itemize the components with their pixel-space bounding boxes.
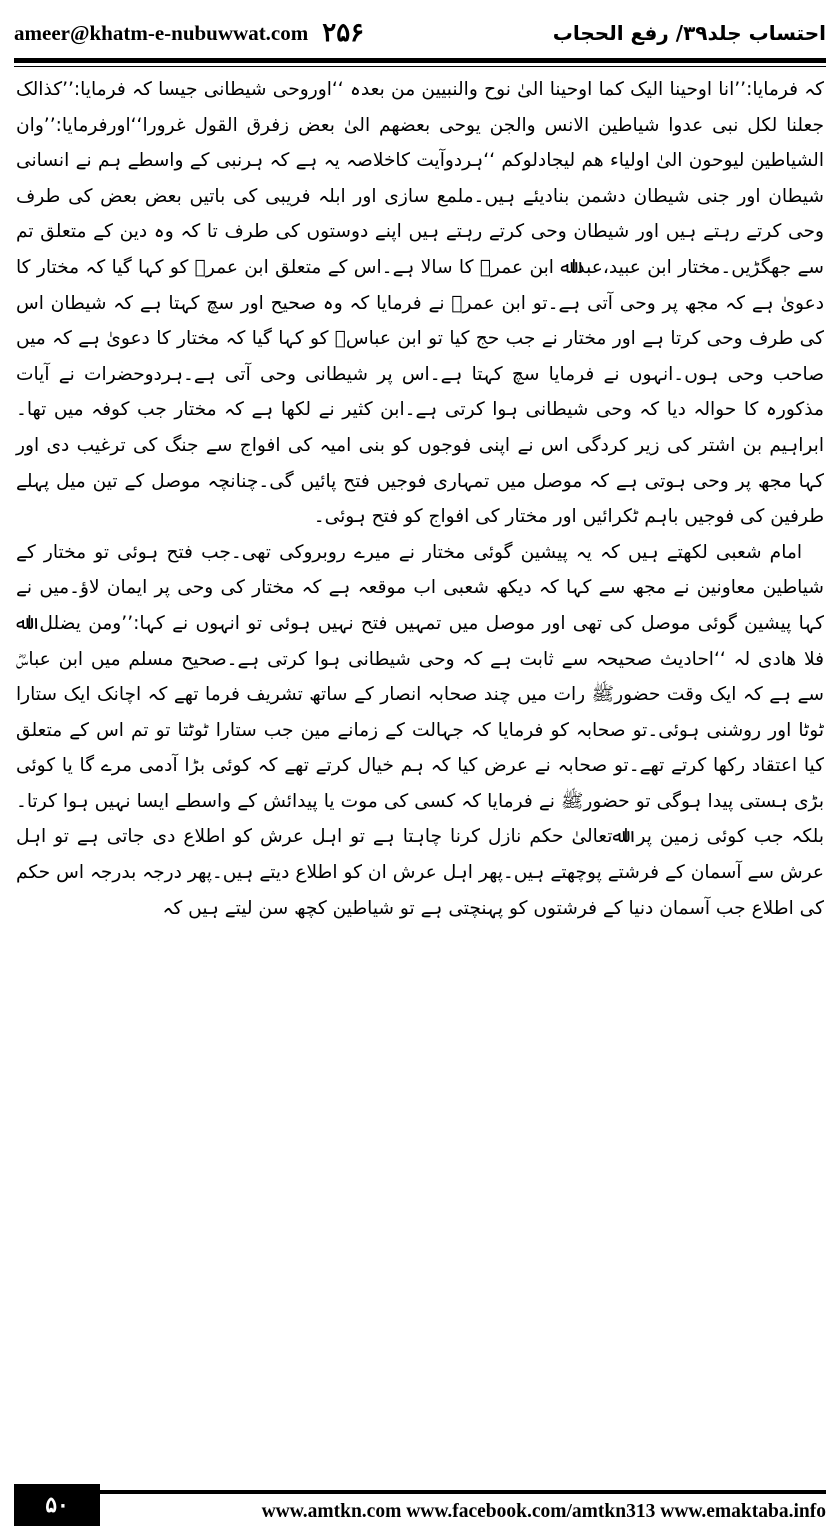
body-paragraph-2: امام شعبی لکھتے ہیں کہ یہ پیشین گوئی مختار نے میرے روبروکی تھی۔جب فتح ہوئی تو مختار کے شیاطین معاونین نے مجھ سے کہا کہ دیکھ شعبی اب موقعہ ہے کہ مختار کی وحی پر ایمان لاؤ۔میں نے کہا پیشین گوئی موصل کی تھی اور موصل میں تمہیں فتح نہیں ہوئی تو انہوں نے کہا:’’ومن یضلل اﷲ فلا ھادی لہ ‘‘احادیث صحیحہ سے ثابت ہے کہ وحی شیطانی ہوا کرتی ہے۔صحیح مسلم میں ابن عباسؓ سے ہے کہ ایک وقت حضورﷺ رات میں چند صحابہ انصار کے ساتھ تشریف فرما تھے کہ اچانک ایک ستارا ٹوٹا اور روشنی ہوئی۔تو صحابہ کو فرمایا کہ جہالت کے زمانے مین جب ستارا ٹوٹتا تو تم اس کے متعلق کیا اعتقاد رکھا کرتے تھے۔تو صحابہ نے عرض کیا کہ ہم خیال کرتے تھے کہ کوئی بڑا آدمی مرے گا یا کوئی بڑی ہستی پیدا ہوگی تو حضورﷺ نے فرمایا کہ کسی کی موت یا پیدائش کے واسطے ایسا نہیں ہوا کرتا۔بلکہ جب کوئی زمین پر اﷲتعالیٰ حکم نازل کرنا چاہتا ہے تو اہل عرش کو اطلاع دی جاتی ہے تو اہل عرش سے آسمان کے فرشتے پوچھتے ہیں۔پھر اہل عرش ان کو اطلاع دیتے ہیں۔پھر درجہ بدرجہ اس حکم کی اطلاع جب آسمان دنیا کے فرشتوں کو پہنچتی ہے تو شیاطین کچھ سن لیتے ہیں کہ	[16, 541, 824, 919]
footer-urls[interactable]: www.amtkn.com www.facebook.com/amtkn313 www.emaktaba.info	[261, 1501, 826, 1522]
footer-right-group	[100, 1484, 826, 1526]
page-footer	[14, 1484, 826, 1526]
header-rule-thick	[14, 58, 826, 63]
page-body	[16, 72, 824, 1470]
footer-rule	[100, 1490, 826, 1494]
body-paragraph-1: کہ فرمایا:’’انا اوحینا الیک کما اوحینا الیٰ نوح والنبیین من بعدہ ‘‘اوروحی شیطانی جیسا کہ فرمایا:’’کذالک جعلنا لکل نبی عدوا شیاطین الانس والجن یوحی بعضھم الیٰ بعض زفرق القول غرورا‘‘اورفرمایا:’’وان الشیاطین لیوحون الیٰ اولیاء ھم لیجادلوکم ‘‘ہردوآیت کاخلاصہ یہ ہے کہ ہرنبی کے واسطے ہم نے انسانی شیطان اور جنی شیطان دشمن بنادیئے ہیں۔ملمع سازی اور ابلہ فریبی کی باتیں بعض بعض کی طرف وحی کرتے رہتے ہیں اور شیطان وحی کرتے رہتے ہیں اپنے دوستوں کی طرف تا کہ وہ دین کے متعلق تم سے جھگڑیں۔مختار ابن عبید،عبداﷲ ابن عمرؓ کا سالا ہے۔اس کے متعلق ابن عمرؓ کو کہا گیا کہ مختار کا دعویٰ ہے کہ مجھ پر وحی آتی ہے۔تو ابن عمرؓ نے فرمایا کہ وہ صحیح اور سچ کہتا ہے کہ شیطان اس کی طرف وحی کرتا ہے اور مختار نے جب حج کیا تو ابن عباسؓ کو کہا گیا کہ مختار کا دعویٰ ہے کہ میں صاحب وحی ہوں۔انہوں نے فرمایا سچ کہتا ہے۔اس پر شیطانی وحی آتی ہے۔ہردوحضرات نے آیات مذکورہ کا حوالہ دیا کہ وحی شیطانی ہوا کرتی ہے۔ابن کثیر نے لکھا ہے کہ مختار جب کوفہ میں تھا۔ابراہیم بن اشتر کی زیر کردگی اس نے اپنی فوجوں کو بنی امیہ کی افواج سے جنگ کی ترغیب دی اور کہا مجھ پر وحی ہوتی ہے کہ موصل میں تمہاری فوجیں فتح پائیں گی۔چنانچہ موصل کے تین میل پہلے طرفین کی فوجیں باہم ٹکرائیں اور مختار کی افواج کو فتح ہوئی۔	[16, 79, 824, 528]
page-header	[14, 14, 826, 52]
footer-page-number: ۵۰	[14, 1484, 100, 1526]
header-book-title: احتساب جلد۳۹/ رفع الحجاب	[552, 21, 826, 45]
header-rule-thin	[14, 66, 826, 67]
header-page-number: ۲۵۶	[322, 18, 365, 48]
header-left-group	[14, 18, 364, 48]
header-email: ameer@khatm-e-nubuwwat.com	[14, 20, 309, 45]
